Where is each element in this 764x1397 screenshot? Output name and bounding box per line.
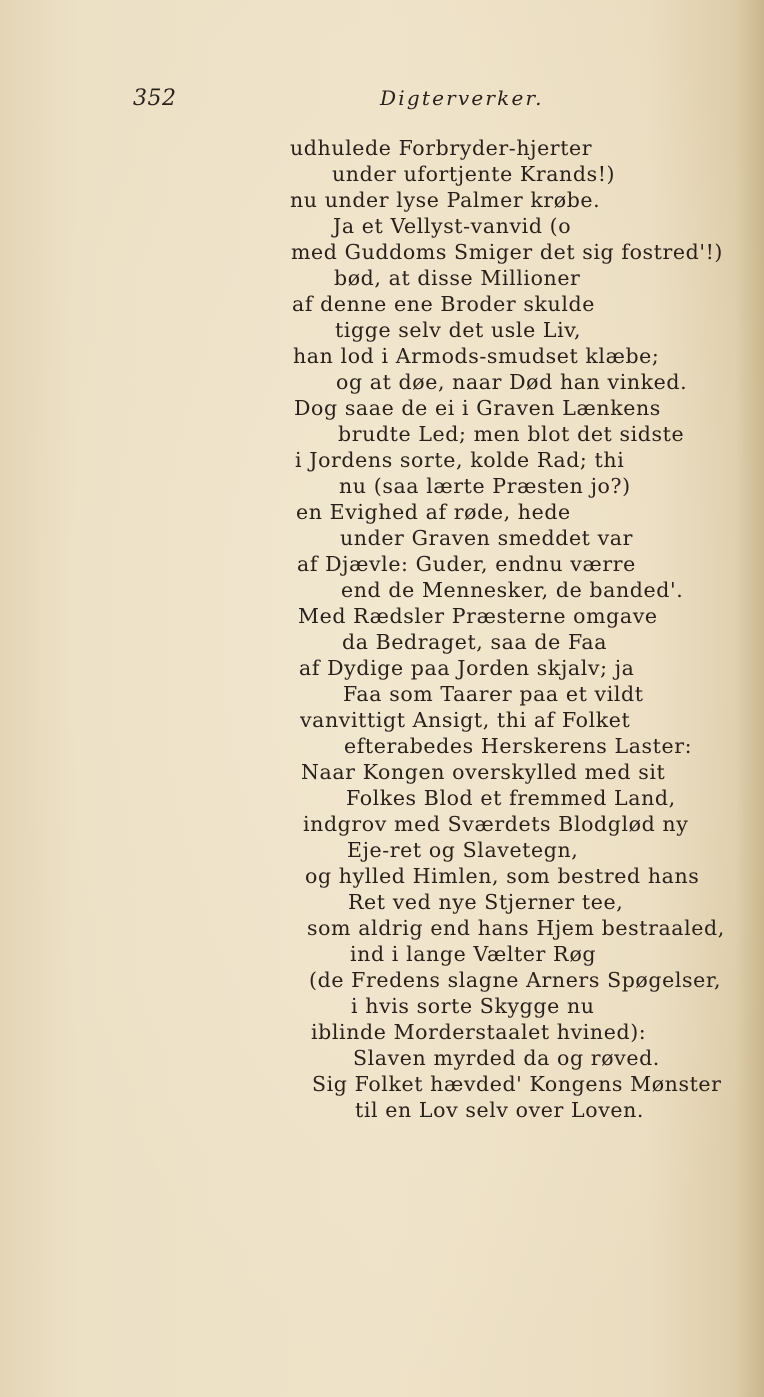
poem-line: Eje-ret og Slavetegn, [347, 838, 579, 862]
page-number: 352 [133, 86, 177, 111]
poem-line: af Dydige paa Jorden skjalv; ja [299, 656, 635, 680]
poem-line: og hylled Himlen, som bestred hans [305, 864, 700, 888]
poem-line: vanvittigt Ansigt, thi af Folket [300, 708, 631, 732]
running-title: Digterverker. [380, 86, 544, 110]
poem-line: iblinde Morderstaalet hvined): [311, 1020, 647, 1044]
poem-line: ind i lange Vælter Røg [350, 942, 597, 966]
poem-line: Folkes Blod et fremmed Land, [346, 786, 676, 810]
poem-line: Slaven myrded da og røved. [353, 1046, 660, 1070]
page-edge-shadow [736, 0, 764, 1397]
poem-line: nu (saa lærte Præsten jo?) [339, 474, 631, 498]
poem-line: og at døe, naar Død han vinked. [336, 370, 688, 394]
poem-line: Naar Kongen overskylled med sit [301, 760, 666, 784]
poem-line: end de Mennesker, de banded'. [341, 578, 684, 602]
poem-line: som aldrig end hans Hjem bestraaled, [307, 916, 725, 940]
poem-line: Ret ved nye Stjerner tee, [348, 890, 624, 914]
poem-line: indgrov med Sværdets Blodglød ny [303, 812, 689, 836]
poem-line: i hvis sorte Skygge nu [351, 994, 595, 1018]
poem-line: bød, at disse Millioner [334, 266, 581, 290]
page-header [0, 86, 764, 116]
poem-line: Faa som Taarer paa et vildt [343, 682, 644, 706]
poem-line: udhulede Forbryder-hjerter [290, 136, 593, 160]
poem-line: i Jordens sorte, kolde Rad; thi [295, 448, 625, 472]
poem-line: under ufortjente Krands!) [332, 162, 616, 186]
poem-line: Med Rædsler Præsterne omgave [298, 604, 658, 628]
poem-line: nu under lyse Palmer krøbe. [290, 188, 601, 212]
poem-line: efterabedes Herskerens Laster: [344, 734, 693, 758]
poem-line: (de Fredens slagne Arners Spøgelser, [309, 968, 722, 992]
poem-line: af denne ene Broder skulde [292, 292, 595, 316]
poem-line: af Djævle: Guder, endnu værre [297, 552, 636, 576]
poem-line: tigge selv det usle Liv, [335, 318, 582, 342]
poem-line: han lod i Armods-smudset klæbe; [293, 344, 660, 368]
poem-line: Sig Folket hævded' Kongens Mønster [312, 1072, 722, 1096]
poem-line: brudte Led; men blot det sidste [338, 422, 685, 446]
poem-line: Dog saae de ei i Graven Lænkens [294, 396, 661, 420]
poem-line: med Guddoms Smiger det sig fostred'!) [291, 240, 723, 264]
poem-line: da Bedraget, saa de Faa [342, 630, 608, 654]
poem-line: under Graven smeddet var [340, 526, 634, 550]
poem-line: en Evighed af røde, hede [296, 500, 571, 524]
poem-line: Ja et Vellyst-vanvid (o [333, 214, 572, 238]
poem-line: til en Lov selv over Loven. [355, 1098, 645, 1122]
